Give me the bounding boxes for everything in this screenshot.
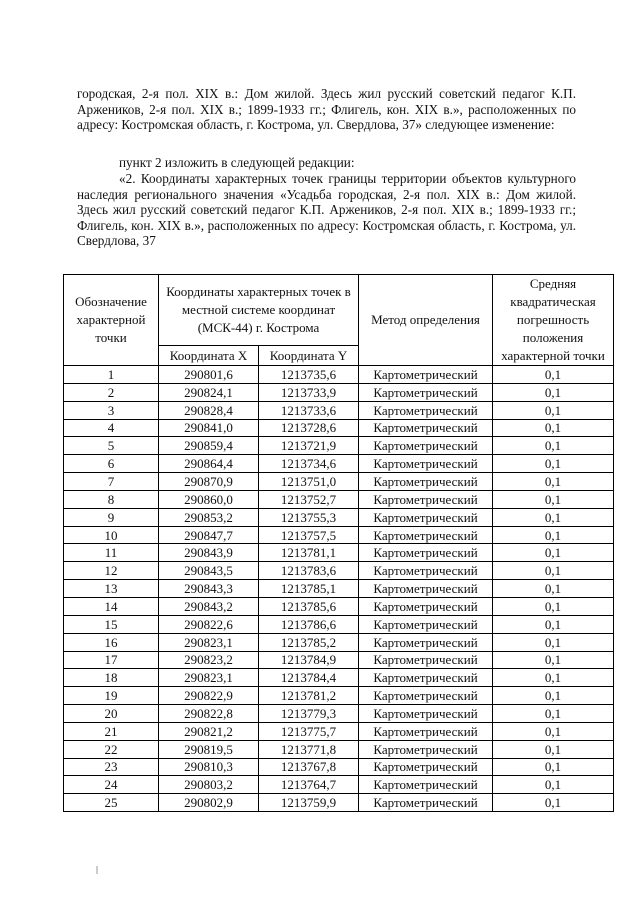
point-number-cell: 24 — [64, 776, 159, 794]
method-cell: Картометрический — [359, 615, 493, 633]
table-row — [64, 687, 614, 705]
y-coordinate-cell: 1213759,9 — [259, 794, 359, 812]
x-coordinate-cell: 290810,3 — [159, 758, 259, 776]
error-cell: 0,1 — [493, 615, 614, 633]
point-number-cell: 20 — [64, 705, 159, 723]
y-coordinate-cell: 1213757,5 — [259, 526, 359, 544]
x-coordinate-cell: 290853,2 — [159, 508, 259, 526]
point-number-cell: 4 — [64, 419, 159, 437]
error-cell: 0,1 — [493, 437, 614, 455]
method-cell: Картометрический — [359, 366, 493, 384]
coords-group-header: Координаты характерных точек в местной системе координат (МСК-44) г. Кострома — [159, 275, 359, 346]
page-mark — [96, 866, 98, 874]
coordinates-table-body — [64, 366, 614, 812]
table-row — [64, 366, 614, 384]
y-coordinate-cell: 1213764,7 — [259, 776, 359, 794]
x-coordinate-cell: 290823,2 — [159, 651, 259, 669]
table-row — [64, 580, 614, 598]
table-row — [64, 562, 614, 580]
table-row — [64, 597, 614, 615]
point-number-cell: 6 — [64, 455, 159, 473]
method-cell: Картометрический — [359, 669, 493, 687]
x-coordinate-cell: 290802,9 — [159, 794, 259, 812]
x-coordinate-cell: 290841,0 — [159, 419, 259, 437]
y-coordinate-cell: 1213786,6 — [259, 615, 359, 633]
method-cell: Картометрический — [359, 526, 493, 544]
error-cell: 0,1 — [493, 562, 614, 580]
point-number-cell: 25 — [64, 794, 159, 812]
y-coordinate-cell: 1213785,1 — [259, 580, 359, 598]
point-number-cell: 7 — [64, 473, 159, 491]
point-number-cell: 5 — [64, 437, 159, 455]
point-number-cell: 12 — [64, 562, 159, 580]
intro-paragraph: городская, 2-я пол. XIX в.: Дом жилой. Здесь жил русский советский педагог К.П. Аржеников, 2-я пол. XIX в.; 1899-1933 гг.; Флигель, кон. XIX в.», расположенных по адресу: Костромская область, г. Кострома, ул. Свердлова, 37» следующее изменение: — [77, 86, 576, 132]
point-number-cell: 18 — [64, 669, 159, 687]
instruction-paragraph: пункт 2 изложить в следующей редакции: — [119, 155, 355, 170]
point-number-cell: 21 — [64, 722, 159, 740]
method-cell: Картометрический — [359, 508, 493, 526]
point-number-cell: 19 — [64, 687, 159, 705]
method-cell: Картометрический — [359, 455, 493, 473]
error-cell: 0,1 — [493, 455, 614, 473]
y-coordinate-cell: 1213733,9 — [259, 383, 359, 401]
method-cell: Картометрический — [359, 651, 493, 669]
error-cell: 0,1 — [493, 705, 614, 723]
point-number-cell: 13 — [64, 580, 159, 598]
x-coordinate-cell: 290801,6 — [159, 366, 259, 384]
y-coordinate-cell: 1213728,6 — [259, 419, 359, 437]
table-row — [64, 722, 614, 740]
error-cell: 0,1 — [493, 740, 614, 758]
method-cell: Картометрический — [359, 758, 493, 776]
error-cell: 0,1 — [493, 473, 614, 491]
x-coordinate-cell: 290847,7 — [159, 526, 259, 544]
error-cell: 0,1 — [493, 758, 614, 776]
point-number-cell: 9 — [64, 508, 159, 526]
method-cell: Картометрический — [359, 794, 493, 812]
x-coordinate-cell: 290843,2 — [159, 597, 259, 615]
error-cell: 0,1 — [493, 794, 614, 812]
y-coordinate-cell: 1213781,1 — [259, 544, 359, 562]
x-header: Координата X — [159, 346, 259, 366]
y-coordinate-cell: 1213779,3 — [259, 705, 359, 723]
method-cell: Картометрический — [359, 580, 493, 598]
y-coordinate-cell: 1213775,7 — [259, 722, 359, 740]
x-coordinate-cell: 290822,6 — [159, 615, 259, 633]
error-cell: 0,1 — [493, 687, 614, 705]
y-header: Координата Y — [259, 346, 359, 366]
point-number-cell: 15 — [64, 615, 159, 633]
method-cell: Картометрический — [359, 437, 493, 455]
x-coordinate-cell: 290860,0 — [159, 490, 259, 508]
x-coordinate-cell: 290843,3 — [159, 580, 259, 598]
point-number-cell: 17 — [64, 651, 159, 669]
x-coordinate-cell: 290822,9 — [159, 687, 259, 705]
point-number-cell: 16 — [64, 633, 159, 651]
table-row — [64, 383, 614, 401]
error-cell: 0,1 — [493, 597, 614, 615]
table-row — [64, 633, 614, 651]
point-number-cell: 10 — [64, 526, 159, 544]
y-coordinate-cell: 1213752,7 — [259, 490, 359, 508]
error-cell: 0,1 — [493, 419, 614, 437]
error-cell: 0,1 — [493, 401, 614, 419]
method-cell: Картометрический — [359, 705, 493, 723]
method-cell: Картометрический — [359, 776, 493, 794]
point-number-cell: 3 — [64, 401, 159, 419]
table-row — [64, 615, 614, 633]
method-header: Метод определения — [359, 275, 493, 366]
y-coordinate-cell: 1213721,9 — [259, 437, 359, 455]
y-coordinate-cell: 1213785,6 — [259, 597, 359, 615]
table-row — [64, 544, 614, 562]
table-row — [64, 651, 614, 669]
method-cell: Картометрический — [359, 401, 493, 419]
error-cell: 0,1 — [493, 651, 614, 669]
table-row — [64, 437, 614, 455]
error-cell: 0,1 — [493, 776, 614, 794]
table-row — [64, 455, 614, 473]
method-cell: Картометрический — [359, 740, 493, 758]
error-cell: 0,1 — [493, 508, 614, 526]
error-cell: 0,1 — [493, 490, 614, 508]
y-coordinate-cell: 1213781,2 — [259, 687, 359, 705]
table-row — [64, 740, 614, 758]
table-row — [64, 401, 614, 419]
x-coordinate-cell: 290803,2 — [159, 776, 259, 794]
y-coordinate-cell: 1213735,6 — [259, 366, 359, 384]
x-coordinate-cell: 290859,4 — [159, 437, 259, 455]
point-number-cell: 11 — [64, 544, 159, 562]
coordinates-table — [63, 274, 614, 812]
error-cell: 0,1 — [493, 366, 614, 384]
method-cell: Картометрический — [359, 383, 493, 401]
x-coordinate-cell: 290870,9 — [159, 473, 259, 491]
y-coordinate-cell: 1213784,9 — [259, 651, 359, 669]
point-number-cell: 1 — [64, 366, 159, 384]
method-cell: Картометрический — [359, 687, 493, 705]
error-cell: 0,1 — [493, 633, 614, 651]
y-coordinate-cell: 1213784,4 — [259, 669, 359, 687]
table-row — [64, 508, 614, 526]
point-number-cell: 23 — [64, 758, 159, 776]
method-cell: Картометрический — [359, 544, 493, 562]
method-cell: Картометрический — [359, 490, 493, 508]
point-number-cell: 2 — [64, 383, 159, 401]
table-row — [64, 758, 614, 776]
x-coordinate-cell: 290864,4 — [159, 455, 259, 473]
x-coordinate-cell: 290819,5 — [159, 740, 259, 758]
y-coordinate-cell: 1213734,6 — [259, 455, 359, 473]
x-coordinate-cell: 290822,8 — [159, 705, 259, 723]
table-row — [64, 669, 614, 687]
y-coordinate-cell: 1213755,3 — [259, 508, 359, 526]
x-coordinate-cell: 290823,1 — [159, 633, 259, 651]
table-row — [64, 419, 614, 437]
y-coordinate-cell: 1213783,6 — [259, 562, 359, 580]
y-coordinate-cell: 1213771,8 — [259, 740, 359, 758]
method-cell: Картометрический — [359, 419, 493, 437]
method-cell: Картометрический — [359, 562, 493, 580]
error-cell: 0,1 — [493, 544, 614, 562]
method-cell: Картометрический — [359, 722, 493, 740]
method-cell: Картометрический — [359, 597, 493, 615]
table-row — [64, 794, 614, 812]
method-cell: Картометрический — [359, 473, 493, 491]
table-row — [64, 490, 614, 508]
error-cell: 0,1 — [493, 669, 614, 687]
table-row — [64, 776, 614, 794]
method-cell: Картометрический — [359, 633, 493, 651]
x-coordinate-cell: 290821,2 — [159, 722, 259, 740]
x-coordinate-cell: 290843,5 — [159, 562, 259, 580]
error-header: Средняя квадратическая погрешность положения характерной точки — [493, 275, 614, 366]
x-coordinate-cell: 290823,1 — [159, 669, 259, 687]
error-cell: 0,1 — [493, 580, 614, 598]
table-caption-paragraph: «2. Координаты характерных точек границы территории объектов культурного наследия регионального значения «Усадьба городская, 2-я пол. XIX в.: Дом жилой. Здесь жил русский советский педагог К.П. Аржеников, 2-я пол. XIX в.; 1899-1933 гг.; Флигель, кон. XIX в.», расположенных по адресу: Костромская область, г. Кострома, ул. Свердлова, 37 — [77, 171, 576, 248]
point-number-cell: 8 — [64, 490, 159, 508]
error-cell: 0,1 — [493, 383, 614, 401]
x-coordinate-cell: 290828,4 — [159, 401, 259, 419]
point-number-cell: 14 — [64, 597, 159, 615]
y-coordinate-cell: 1213733,6 — [259, 401, 359, 419]
point-header: Обозначение характерной точки — [64, 275, 159, 366]
x-coordinate-cell: 290824,1 — [159, 383, 259, 401]
point-number-cell: 22 — [64, 740, 159, 758]
error-cell: 0,1 — [493, 722, 614, 740]
y-coordinate-cell: 1213751,0 — [259, 473, 359, 491]
y-coordinate-cell: 1213767,8 — [259, 758, 359, 776]
y-coordinate-cell: 1213785,2 — [259, 633, 359, 651]
table-row — [64, 473, 614, 491]
table-row — [64, 705, 614, 723]
table-row — [64, 526, 614, 544]
error-cell: 0,1 — [493, 526, 614, 544]
x-coordinate-cell: 290843,9 — [159, 544, 259, 562]
